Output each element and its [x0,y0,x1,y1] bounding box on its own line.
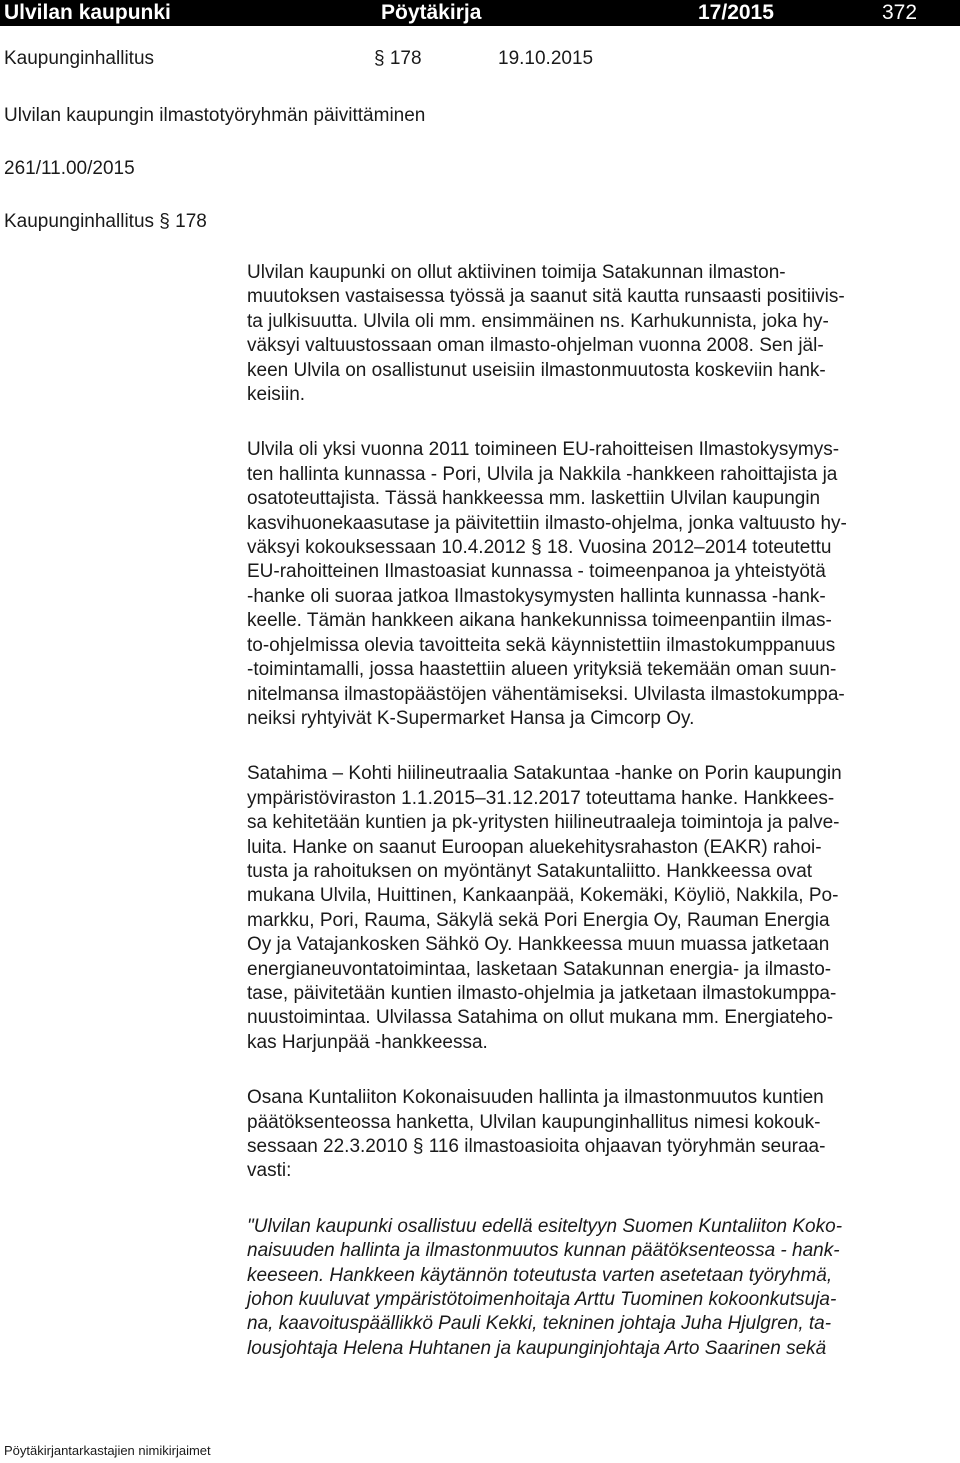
meeting-body: Kaupunginhallitus [4,48,155,69]
subject-title: Ulvilan kaupungin ilmastotyöryhmän päivittäminen [4,105,426,126]
meeting-section: § 178 [374,48,422,69]
footer-initials: Pöytäkirjantarkastajien nimikirjaimet [4,1443,211,1458]
header-organization: Ulvilan kaupunki [4,1,171,24]
header-doc-type: Pöytäkirja [381,1,482,24]
header-doc-number: 17/2015 [698,1,774,24]
meeting-info [4,47,954,71]
paragraph: Satahima – Kohti hiilineutraalia Satakuntaa -hanke on Porin kaupungin ympäristöviraston 1.1.2015–31.12.2017 toteuttama hanke. Hankkees- sa kehitetään kuntien ja pk-yritysten hiilineutraaleja toimintoja ja palve- luita. Hanke on saanut Euroopan aluekehitysrahaston (EAKR) rahoi- tusta ja rahoituksen on myöntänyt Satakuntaliitto. Hankkeessa ovat mukana Ulvila, Huittinen, Kankaanpää, Kokemäki, Köyliö, Nakkila, Po- markku, Pori, Rauma, Säkylä sekä Pori Energia Oy, Rauman Energia Oy ja Vatajankosken Sähkö Oy. Hankkeessa muun muassa jatketaan energianeuvontatoimintaa, lasketaan Satakunnan energia- ja ilmasto- tase, päivitetään kuntien ilmasto-ohjelmia ja jatketaan ilmastokumppa- nuustoimintaa. Ulvilassa Satahima on ollut mukana mm. Energiateho- kas Harjunpää -hankkeessa. [247,763,842,1053]
record-id: 261/11.00/2015 [4,158,135,179]
section-heading: Kaupunginhallitus § 178 [4,211,207,232]
minutes-body [247,261,957,1392]
paragraph: Ulvila oli yksi vuonna 2011 toimineen EU-rahoitteisen Ilmastokysymys- ten hallinta kunnassa - Pori, Ulvila ja Nakkila -hankkeen rahoittajista ja osatoteuttajista. Tässä hankkeessa mm. laskettiin Ulvilan kaupungin kasvihuonekaasutase ja päivitettiin ilmasto-ohjelma, jonka valtuusto hy- väksyi kokouksessaan 10.4.2012 § 18. Vuosina 2012–2014 toteutettu EU-rahoitteinen Ilmastoasiat kunnassa - toimeenpanoa ja yhteistyötä -hanke oli suoraa jatkoa Ilmastokysymysten hallinta kunnassa -hank- keelle. Tämän hankkeen aikana hankekunnissa toimeenpantiin ilmas- to-ohjelmissa olevia tavoitteita sekä käynnistettiin ilmastokumppanuus -toimintamalli, jossa haastettiin alueen yrityksiä tekemään oman suun- nitelmansa ilmastopäästöjen vähentämiseksi. Ulvilasta ilmastokumppa- neiksi ryhtyivät K-Supermarket Hansa ja Cimcorp Oy. [247,439,847,729]
paragraph: Osana Kuntaliiton Kokonaisuuden hallinta ja ilmastonmuutos kuntien päätöksenteossa hanketta, Ulvilan kaupunginhallitus nimesi kokouk- sessaan 22.3.2010 § 116 ilmastoasioita ohjaavan työryhmän seuraa- vasti: [247,1087,826,1182]
meeting-date: 19.10.2015 [498,48,594,69]
header-page-number: 372 [882,1,918,24]
page-header [0,0,960,26]
quoted-paragraph: "Ulvilan kaupunki osallistuu edellä esiteltyyn Suomen Kuntaliiton Koko- naisuuden hallinta ja ilmastonmuutos kunnan päätöksenteossa - hank- keeseen. Hankkeen käytännön toteutusta varten asetetaan työryhmä, johon kuuluvat ympäristötoimenhoitaja Arttu Tuominen kokoonkutsuja- na, kaavoituspäällikkö Pauli Kekki, tekninen johtaja Juha Hjulgren, ta- lousjohtaja Helena Huhtanen ja kaupunginjohtaja Arto Saarinen sekä [247,1215,843,1359]
paragraph: Ulvilan kaupunki on ollut aktiivinen toimija Satakunnan ilmaston- muutoksen vastaisessa työssä ja saanut sitä kautta runsaasti positiivis- ta julkisuutta. Ulvila oli mm. ensimmäinen ns. Karhukunnista, joka hy- väksyi valtuustossaan oman ilmasto-ohjelman vuonna 2008. Sen jäl- keen Ulvila on osallistunut useisiin ilmastonmuutosta koskeviin hank- keisiin. [247,262,845,406]
